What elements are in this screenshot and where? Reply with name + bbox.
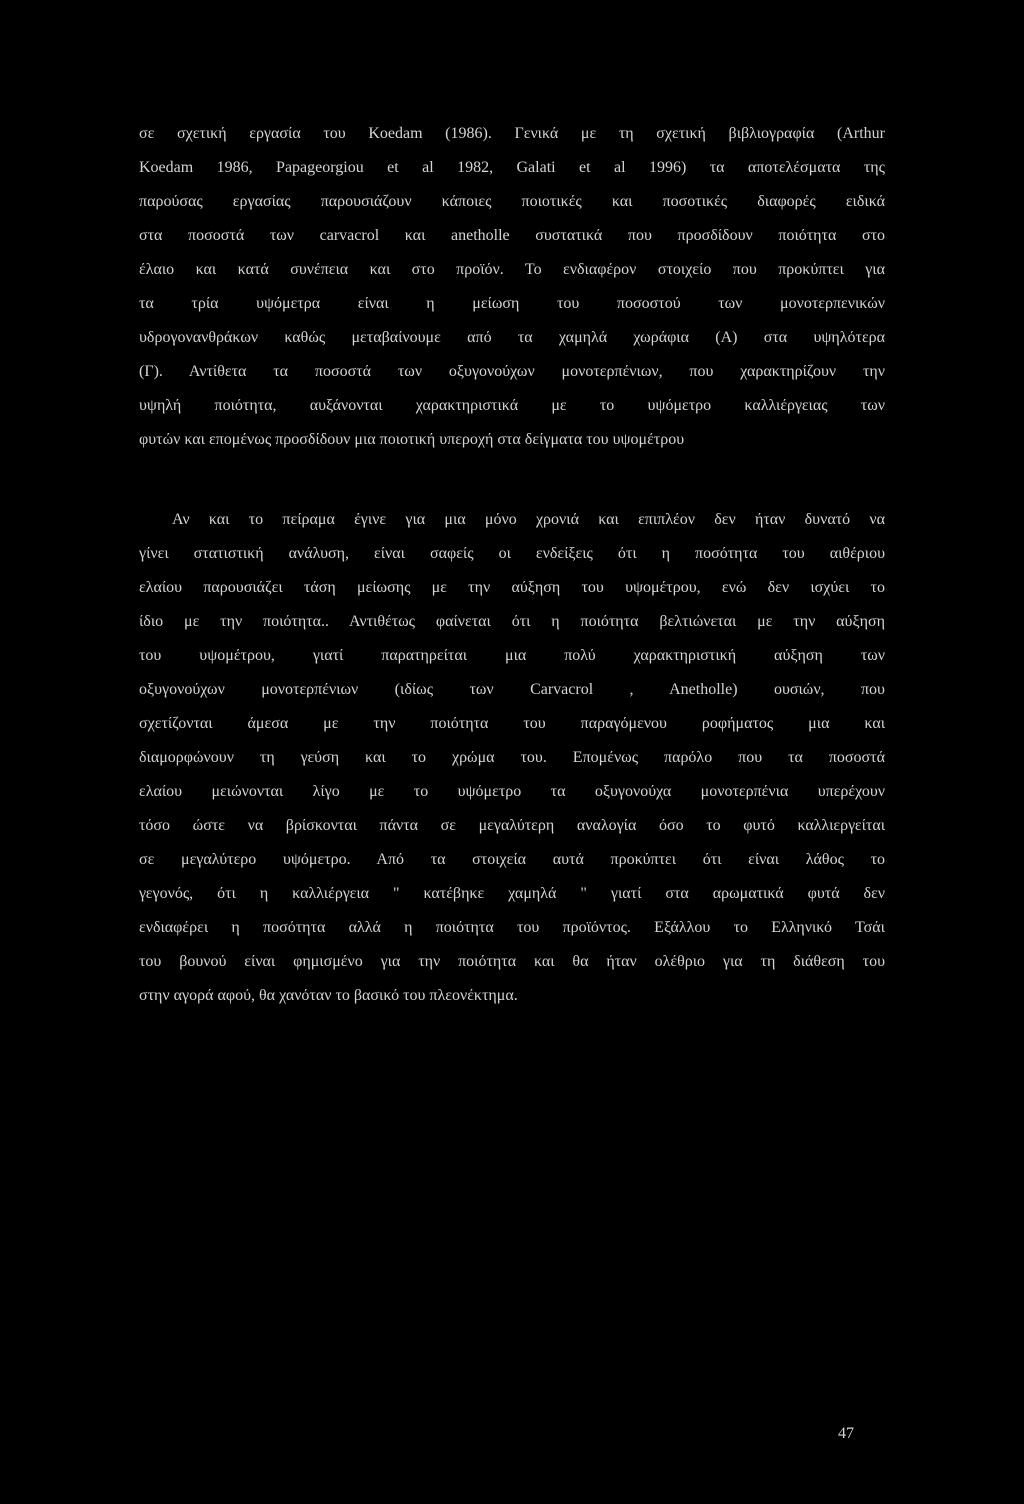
line-text: οξυγονούχων μονοτερπένιων (ιδίως των Carvacrol , Anetholle) ουσιών, που: [139, 681, 885, 698]
line-text: σχετίζονται άμεσα με την ποιότητα του παραγόμενου ροφήματος μια και: [139, 715, 886, 732]
text-line: [0, 510, 1024, 544]
text-line: [0, 680, 1024, 714]
line-text: του υψομέτρου, γιατί παρατηρείται μια πολύ χαρακτηριστική αύξηση των: [139, 647, 886, 664]
page-number: 47: [838, 1425, 854, 1442]
line-text: γίνει στατιστική ανάλυση, είναι σαφείς οι ενδείξεις ότι η ποσότητα του αιθέριου: [139, 545, 885, 562]
text-line: [0, 782, 1024, 816]
text-line: [0, 918, 1024, 952]
line-text: του βουνού είναι φημισμένο για την ποιότητα και θα ήταν ολέθριο για τη διάθεση του: [139, 953, 885, 970]
text-line: [0, 192, 1024, 226]
line-text: φυτών και επομένως προσδίδουν μια ποιοτική υπεροχή στα δείγματα του υψομέτρου: [139, 431, 685, 448]
line-text: διαμορφώνουν τη γεύση και το χρώμα του. Επομένως παρόλο που τα ποσοστά: [139, 749, 885, 766]
line-text: στην αγορά αφού, θα χανόταν το βασικό του πλεονέκτημα.: [139, 987, 518, 1004]
line-text: Αν και το πείραμα έγινε για μια μόνο χρονιά και επιπλέον δεν ήταν δυνατό να: [172, 511, 885, 528]
line-text: στα ποσοστά των carvacrol και anetholle συστατικά που προσδίδουν ποιότητα στο: [139, 227, 886, 244]
line-text: σε σχετική εργασία του Koedam (1986). Γενικά με τη σχετική βιβλιογραφία (Arthur: [139, 125, 885, 142]
line-text: υδρογονανθράκων καθώς μεταβαίνουμε από τα χαμηλά χωράφια (Α) στα υψηλότερα: [139, 329, 886, 346]
text-line: [0, 544, 1024, 578]
text-line: [0, 430, 1024, 464]
text-line: [0, 714, 1024, 748]
text-line: [0, 850, 1024, 884]
text-line: [0, 396, 1024, 430]
line-text: τόσο ώστε να βρίσκονται πάντα σε μεγαλύτερη αναλογία όσο το φυτό καλλιεργείται: [139, 817, 886, 834]
text-line: [0, 646, 1024, 680]
text-line: [0, 328, 1024, 362]
line-text: (Γ). Αντίθετα τα ποσοστά των οξυγονούχων μονοτερπένιων, που χαρακτηρίζουν την: [139, 363, 885, 380]
text-line: [0, 260, 1024, 294]
text-line: [0, 294, 1024, 328]
line-text: ενδιαφέρει η ποσότητα αλλά η ποιότητα του προϊόντος. Εξάλλου το Ελληνικό Τσάι: [139, 919, 885, 936]
text-line: [0, 986, 1024, 1020]
line-text: τα τρία υψόμετρα είναι η μείωση του ποσοστού των μονοτερπενικών: [139, 295, 885, 312]
text-line: [0, 952, 1024, 986]
text-line: [0, 884, 1024, 918]
text-line: [0, 816, 1024, 850]
text-line: [0, 362, 1024, 396]
line-text: παρούσας εργασίας παρουσιάζουν κάποιες ποιοτικές και ποσοτικές διαφορές ειδικά: [139, 193, 885, 210]
line-text: υψηλή ποιότητα, αυξάνονται χαρακτηριστικά με το υψόμετρο καλλιέργειας των: [139, 397, 885, 414]
line-text: γεγονός, ότι η καλλιέργεια " κατέβηκε χαμηλά " γιατί στα αρωματικά φυτά δεν: [139, 885, 886, 902]
text-line: [0, 124, 1024, 158]
line-text: έλαιο και κατά συνέπεια και στο προϊόν. Το ενδιαφέρον στοιχείο που προκύπτει για: [139, 261, 885, 278]
line-text: ελαίου παρουσιάζει τάση μείωσης με την αύξηση του υψομέτρου, ενώ δεν ισχύει το: [139, 579, 885, 596]
line-text: ίδιο με την ποιότητα.. Αντιθέτως φαίνεται ότι η ποιότητα βελτιώνεται με την αύξηση: [139, 613, 885, 630]
line-text: ελαίου μειώνονται λίγο με το υψόμετρο τα οξυγονούχα μονοτερπένια υπερέχουν: [139, 783, 886, 800]
text-line: [0, 158, 1024, 192]
line-text: Koedam 1986, Papageorgiou et al 1982, Galati et al 1996) τα αποτελέσματα της: [139, 159, 885, 176]
text-line: [0, 748, 1024, 782]
text-line: [0, 612, 1024, 646]
text-line: [0, 226, 1024, 260]
text-line: [0, 578, 1024, 612]
line-text: σε μεγαλύτερο υψόμετρο. Από τα στοιχεία αυτά προκύπτει ότι είναι λάθος το: [139, 851, 886, 868]
